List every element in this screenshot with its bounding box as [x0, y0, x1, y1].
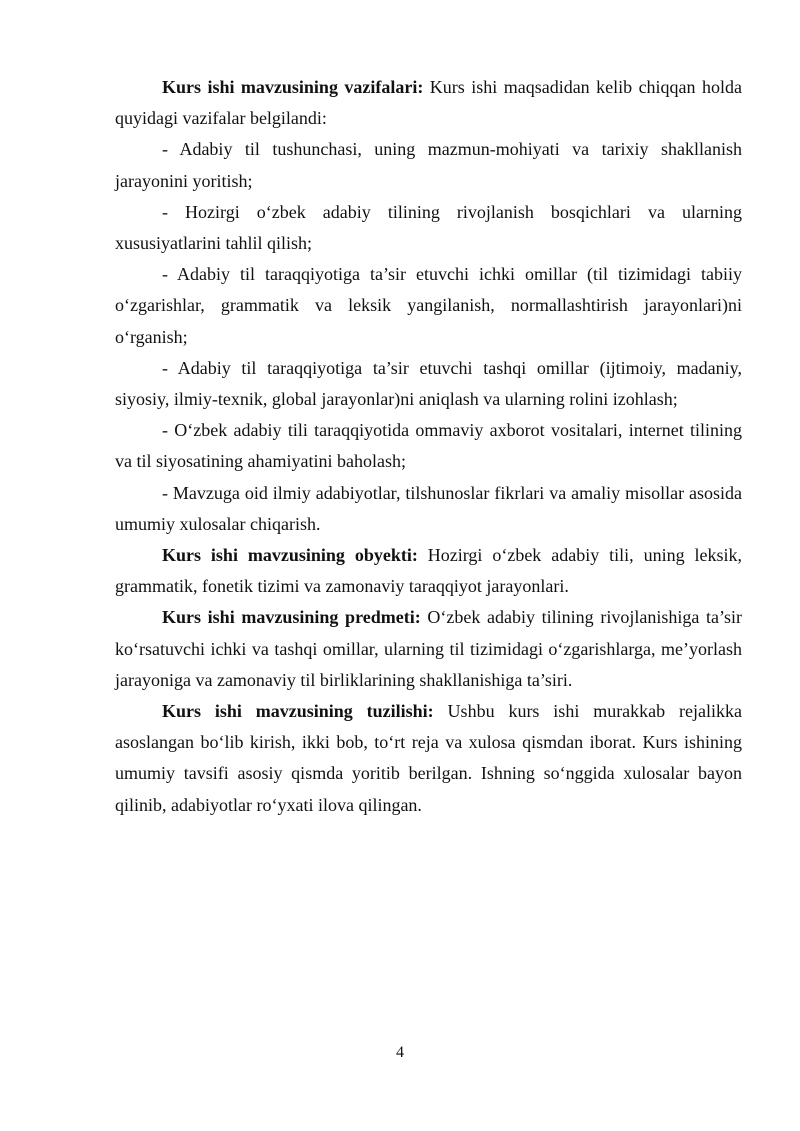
page-number: 4 — [396, 1044, 404, 1061]
paragraph-text: - Adabiy til tushunchasi, uning mazmun-mohiyati va tarixiy shakllanish jarayonini yoritish; — [115, 139, 742, 191]
paragraph-text: - Hozirgi o‘zbek adabiy tilining rivojlanish bosqichlari va ularning xususiyatlarini tahlil qilish; — [115, 201, 742, 254]
list-item — [115, 478, 742, 540]
paragraph-text: Hozirgi o‘zbek adabiy tili, uning leksik, grammatik, fonetik tizimi va zamonaviy taraqqiyot jarayonlari. — [115, 545, 742, 597]
list-item — [115, 259, 742, 353]
paragraph-subject — [115, 602, 742, 696]
paragraph-text: Kurs ishi maqsadidan kelib chiqqan holda quyidagi vazifalar belgilandi: — [115, 77, 742, 129]
paragraph-text: - Adabiy til taraqqiyotiga ta’sir etuvchi ichki omillar (til tizimidagi tabiiy o‘zgarishlar, grammatik va leksik yangilanish, normallashtirish jarayonlari)ni o‘rganish; — [115, 264, 742, 347]
document-body — [115, 72, 742, 821]
paragraph-heading: Kurs ishi mavzusining obyekti: — [162, 545, 418, 566]
paragraph-text: O‘zbek adabiy tilining rivojlanishiga ta’sir ko‘rsatuvchi ichki va tashqi omillar, ularning til tizimidagi o‘zgarishlarga, me’yorlash jarayoniga va zamonaviy til birliklarining shakllanishiga ta’siri. — [115, 607, 742, 690]
paragraph-text: - Mavzuga oid ilmiy adabiyotlar, tilshunoslar fikrlari va amaliy misollar asosida umumiy xulosalar chiqarish. — [115, 482, 742, 534]
list-item — [115, 353, 742, 415]
list-item — [115, 134, 742, 196]
paragraph-text: - O‘zbek adabiy tili taraqqiyotida ommaviy axborot vositalari, internet tilining va til siyosatining ahamiyatini baholash; — [115, 420, 742, 472]
paragraph-text: Ushbu kurs ishi murakkab rejalikka asoslangan bo‘lib kirish, ikki bob, to‘rt reja va xulosa qismdan iborat. Kurs ishining umumiy tavsifi asosiy qismda yoritib berilgan. Ishning so‘nggida xulosalar bayon qilinib, adabiyotlar ro‘yxati ilova qilingan. — [115, 701, 743, 815]
paragraph-object — [115, 540, 742, 602]
list-item — [115, 197, 742, 259]
paragraph-structure — [115, 696, 742, 821]
paragraph-heading: Kurs ishi mavzusining vazifalari: — [162, 77, 424, 97]
paragraph-text: - Adabiy til taraqqiyotiga ta’sir etuvchi tashqi omillar (ijtimoiy, madaniy, siyosiy, ilmiy-texnik, global jarayonlar)ni aniqlash va ularning rolini izohlash; — [115, 357, 742, 410]
paragraph-heading: Kurs ishi mavzusining tuzilishi: — [162, 701, 434, 722]
list-item — [115, 415, 742, 477]
paragraph-heading: Kurs ishi mavzusining predmeti: — [162, 607, 421, 628]
paragraph-tasks — [115, 72, 742, 134]
